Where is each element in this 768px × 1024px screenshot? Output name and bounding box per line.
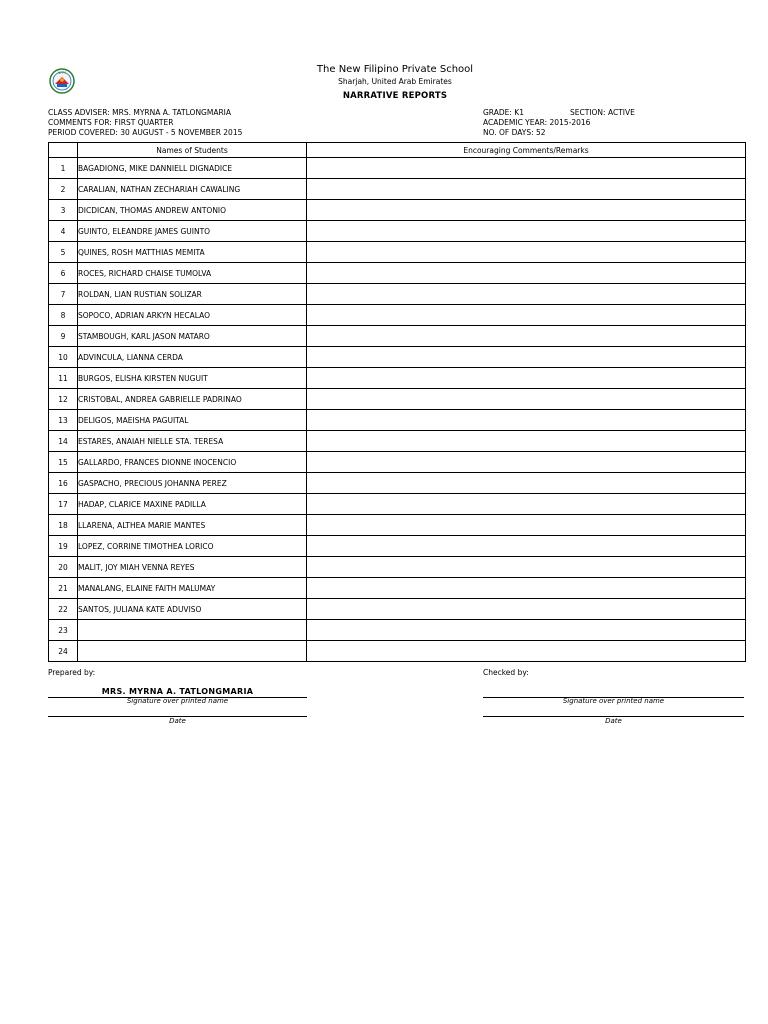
row-number: 21	[49, 578, 78, 599]
row-number: 15	[49, 452, 78, 473]
table-row	[49, 242, 746, 263]
table-row	[49, 263, 746, 284]
comment-cell	[307, 452, 746, 473]
number-column-header	[49, 143, 78, 158]
row-number: 24	[49, 641, 78, 662]
table-row	[49, 179, 746, 200]
comment-cell	[307, 515, 746, 536]
row-number: 16	[49, 473, 78, 494]
table-row	[49, 641, 746, 662]
table-row	[49, 158, 746, 179]
student-name: LLARENA, ALTHEA MARIE MANTES	[78, 515, 307, 536]
comment-cell	[307, 347, 746, 368]
school-name: The New Filipino Private School	[316, 64, 474, 75]
preparer-date-caption: Date	[169, 717, 186, 725]
comment-cell	[307, 179, 746, 200]
student-name: BAGADIONG, MIKE DANNIELL DIGNADICE	[78, 158, 307, 179]
student-name: QUINES, ROSH MATTHIAS MEMITA	[78, 242, 307, 263]
no-of-days: NO. OF DAYS: 52	[483, 128, 546, 137]
comment-cell	[307, 284, 746, 305]
comment-cell	[307, 431, 746, 452]
row-number: 17	[49, 494, 78, 515]
table-row	[49, 536, 746, 557]
comments-for: COMMENTS FOR: FIRST QUARTER	[48, 118, 174, 127]
student-name: HADAP, CLARICE MAXINE PADILLA	[78, 494, 307, 515]
row-number: 20	[49, 557, 78, 578]
comment-cell	[307, 578, 746, 599]
table-row	[49, 515, 746, 536]
table-row	[49, 599, 746, 620]
row-number: 7	[49, 284, 78, 305]
grade: GRADE: K1	[483, 108, 524, 117]
student-name	[78, 641, 307, 662]
table-row	[49, 473, 746, 494]
checker-date-caption: Date	[605, 717, 622, 725]
student-name: STAMBOUGH, KARL JASON MATARO	[78, 326, 307, 347]
students-table	[48, 142, 746, 662]
comment-cell	[307, 368, 746, 389]
student-name: CARALIAN, NATHAN ZECHARIAH CAWALING	[78, 179, 307, 200]
row-number: 10	[49, 347, 78, 368]
table-row	[49, 368, 746, 389]
row-number: 13	[49, 410, 78, 431]
comments-column-header: Encouraging Comments/Remarks	[307, 143, 746, 158]
student-name: ADVINCULA, LIANNA CERDA	[78, 347, 307, 368]
student-name: ESTARES, ANAIAH NIELLE STA. TERESA	[78, 431, 307, 452]
table-row	[49, 389, 746, 410]
table-row	[49, 221, 746, 242]
table-row	[49, 284, 746, 305]
student-name: ROCES, RICHARD CHAISE TUMOLVA	[78, 263, 307, 284]
comment-cell	[307, 620, 746, 641]
table-row	[49, 620, 746, 641]
comment-cell	[307, 599, 746, 620]
student-name: GUINTO, ELEANDRE JAMES GUINTO	[78, 221, 307, 242]
comment-cell	[307, 557, 746, 578]
table-row	[49, 410, 746, 431]
student-name: GALLARDO, FRANCES DIONNE INOCENCIO	[78, 452, 307, 473]
student-name: BURGOS, ELISHA KIRSTEN NUGUIT	[78, 368, 307, 389]
table-row	[49, 200, 746, 221]
report-title: NARRATIVE REPORTS	[342, 91, 448, 101]
logo-text: NFPS	[57, 71, 67, 76]
table-row	[49, 452, 746, 473]
row-number: 1	[49, 158, 78, 179]
comment-cell	[307, 389, 746, 410]
table-row	[49, 305, 746, 326]
table-row	[49, 431, 746, 452]
comment-cell	[307, 242, 746, 263]
period-covered: PERIOD COVERED: 30 AUGUST - 5 NOVEMBER 2015	[48, 128, 243, 137]
comment-cell	[307, 536, 746, 557]
student-name: ROLDAN, LIAN RUSTIAN SOLIZAR	[78, 284, 307, 305]
row-number: 12	[49, 389, 78, 410]
row-number: 5	[49, 242, 78, 263]
row-number: 19	[49, 536, 78, 557]
student-name: LOPEZ, CORRINE TIMOTHEA LORICO	[78, 536, 307, 557]
comment-cell	[307, 494, 746, 515]
table-row	[49, 578, 746, 599]
student-name: MALIT, JOY MIAH VENNA REYES	[78, 557, 307, 578]
comment-cell	[307, 410, 746, 431]
section: SECTION: ACTIVE	[570, 108, 635, 117]
table-row	[49, 557, 746, 578]
comment-cell	[307, 263, 746, 284]
class-adviser: CLASS ADVISER: MRS. MYRNA A. TATLONGMARIA	[48, 108, 232, 117]
row-number: 22	[49, 599, 78, 620]
student-name	[78, 620, 307, 641]
row-number: 18	[49, 515, 78, 536]
table-row	[49, 326, 746, 347]
comment-cell	[307, 221, 746, 242]
table-row	[49, 494, 746, 515]
checker-signature-caption: Signature over printed name	[562, 697, 665, 705]
comment-cell	[307, 473, 746, 494]
student-name: CRISTOBAL, ANDREA GABRIELLE PADRINAO	[78, 389, 307, 410]
school-location: Sharjah, United Arab Emirates	[338, 77, 452, 86]
row-number: 2	[49, 179, 78, 200]
student-name: DELIGOS, MAEISHA PAGUITAL	[78, 410, 307, 431]
student-name: SOPOCO, ADRIAN ARKYN HECALAO	[78, 305, 307, 326]
preparer-signature-caption: Signature over printed name	[126, 697, 229, 705]
student-name: GASPACHO, PRECIOUS JOHANNA PEREZ	[78, 473, 307, 494]
names-column-header: Names of Students	[78, 143, 307, 158]
table-row	[49, 347, 746, 368]
row-number: 3	[49, 200, 78, 221]
prepared-by-label: Prepared by:	[48, 668, 96, 677]
checked-by-label: Checked by:	[483, 668, 529, 677]
comment-cell	[307, 200, 746, 221]
student-name: SANTOS, JULIANA KATE ADUVISO	[78, 599, 307, 620]
comment-cell	[307, 158, 746, 179]
student-name: MANALANG, ELAINE FAITH MALUMAY	[78, 578, 307, 599]
table-header-row	[49, 143, 746, 158]
comment-cell	[307, 326, 746, 347]
preparer-name: MRS. MYRNA A. TATLONGMARIA	[101, 687, 254, 696]
row-number: 6	[49, 263, 78, 284]
row-number: 23	[49, 620, 78, 641]
comment-cell	[307, 641, 746, 662]
row-number: 11	[49, 368, 78, 389]
comment-cell	[307, 305, 746, 326]
row-number: 4	[49, 221, 78, 242]
row-number: 14	[49, 431, 78, 452]
student-name: DICDICAN, THOMAS ANDREW ANTONIO	[78, 200, 307, 221]
academic-year: ACADEMIC YEAR: 2015-2016	[483, 118, 591, 127]
row-number: 9	[49, 326, 78, 347]
row-number: 8	[49, 305, 78, 326]
